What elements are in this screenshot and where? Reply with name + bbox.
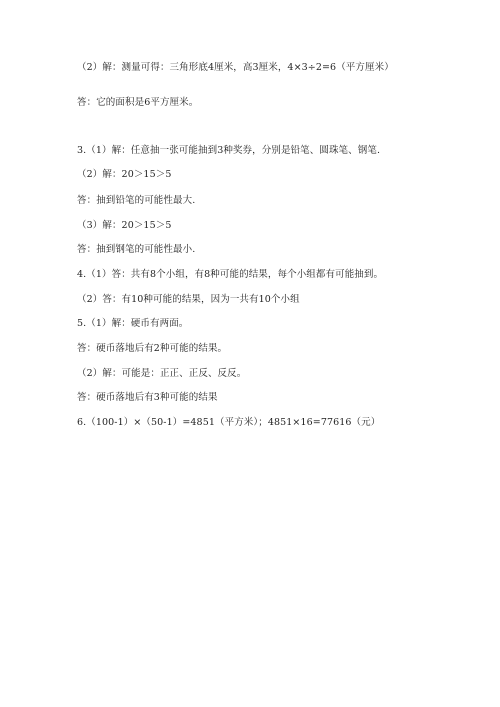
answer-line-3-1: 3.（1）解：任意抽一张可能抽到3种奖券，分别是铅笔、圆珠笔、钢笔. xyxy=(77,145,381,156)
answer-line-4-2: （2）答：有10种可能的结果，因为一共有10个小组 xyxy=(77,294,300,305)
answer-line-6: 6.（100-1）×（50-1）=4851（平方米）；4851×16=77616（元） xyxy=(77,417,381,428)
answer-line-3-3-answer: 答：抽到钢笔的可能性最小. xyxy=(77,244,196,255)
answer-line-4-1: 4.（1）答：共有8个小组，有8种可能的结果，每个小组都有可能抽到。 xyxy=(77,269,384,280)
answer-line-2-1-answer: 答：它的面积是6平方厘米。 xyxy=(77,97,199,108)
answer-line-3-3-solution: （3）解：20＞15＞5 xyxy=(77,220,172,231)
answer-line-5-1-solution: 5.（1）解：硬币有两面。 xyxy=(77,318,189,329)
answer-line-2-1-solution: （2）解：测量可得：三角形底4厘米，高3厘米，4×3÷2=6（平方厘米） xyxy=(77,62,394,73)
answer-line-3-2-answer: 答：抽到铅笔的可能性最大. xyxy=(77,195,196,206)
answer-line-3-2-solution: （2）解：20＞15＞5 xyxy=(77,169,172,180)
answer-line-5-2-answer: 答：硬币落地后有3种可能的结果 xyxy=(77,392,218,403)
answer-line-5-2-solution: （2）解：可能是：正正、正反、反反。 xyxy=(77,368,247,379)
answer-line-5-1-answer: 答：硬币落地后有2种可能的结果。 xyxy=(77,343,228,354)
